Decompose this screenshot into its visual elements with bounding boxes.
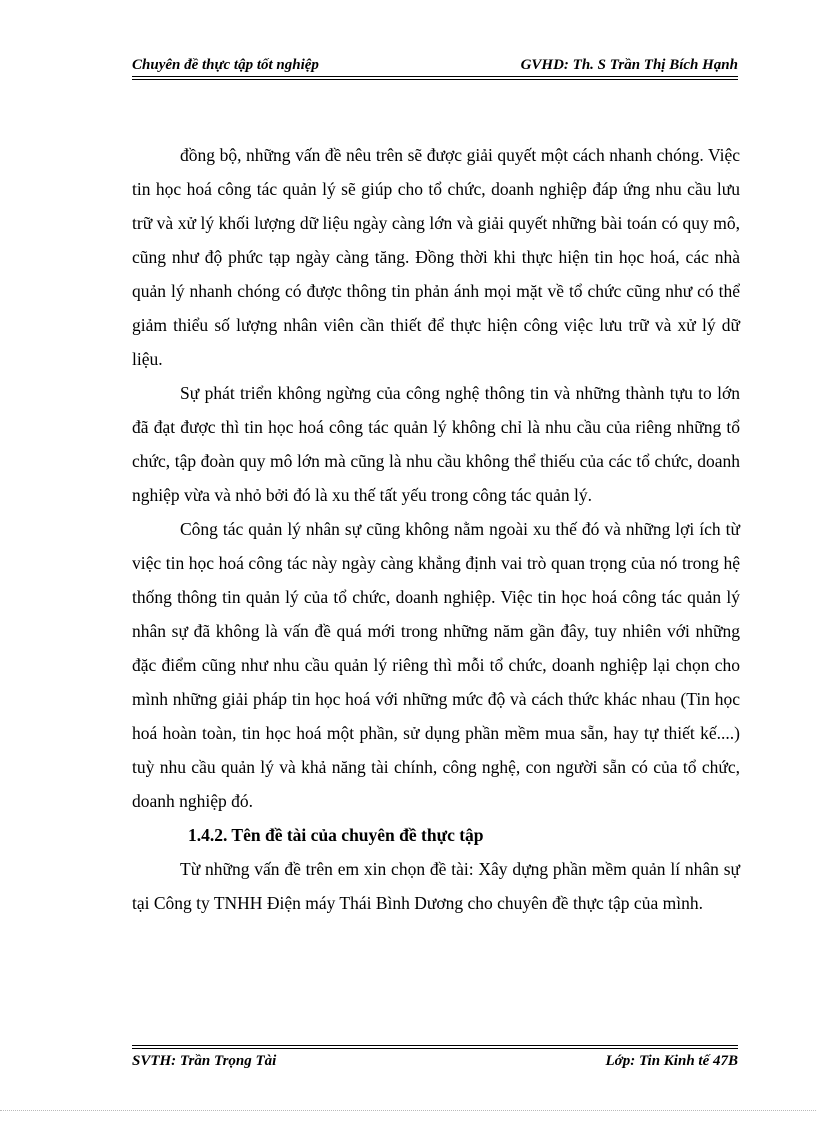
paragraph: đồng bộ, những vấn đề nêu trên sẽ được giải quyết một cách nhanh chóng. Việc tin học hoá công tác quản lý sẽ giúp cho tổ chức, doanh nghiệp đáp ứng nhu cầu lưu trữ và xử lý khối lượng dữ liệu ngày càng lớn và giải quyết những bài toán có quy mô, cũng như độ phức tạp ngày càng tăng. Đồng thời khi thực hiện tin học hoá, các nhà quản lý nhanh chóng có được thông tin phản ánh mọi mặt về tổ chức cũng như có thể giảm thiểu số lượng nhân viên cần thiết để thực hiện công việc lưu trữ và xử lý dữ liệu. [132, 145, 740, 369]
page-footer [132, 1048, 738, 1081]
page-edge-divider [0, 1110, 816, 1112]
page-header [132, 52, 738, 77]
paragraph: Công tác quản lý nhân sự cũng không nằm ngoài xu thế đó và những lợi ích từ việc tin học hoá công tác này ngày càng khẳng định vai trò quan trọng của nó trong hệ thống thông tin quản lý của tổ chức, doanh nghiệp. Việc tin học hoá công tác quản lý nhân sự đã không là vấn đề quá mới trong những năm gần đây, tuy nhiên với những đặc điểm cũng như nhu cầu quản lý riêng thì mỗi tổ chức, doanh nghiệp lại chọn cho mình những giải pháp tin học hoá với những mức độ và cách thức khác nhau (Tin học hoá hoàn toàn, tin học hoá một phần, sử dụng phần mềm mua sẵn, hay tự thiết kế....) tuỳ nhu cầu quản lý và khả năng tài chính, công nghệ, con người sẵn có của tổ chức, doanh nghiệp đó. [132, 519, 740, 811]
section-heading: 1.4.2. Tên đề tài của chuyên đề thực tập [188, 825, 484, 845]
document-body [132, 138, 740, 920]
footer-student: SVTH: Trần Trọng Tài [132, 1053, 277, 1069]
header-advisor: GVHD: Th. S Trần Thị Bích Hạnh [520, 57, 738, 73]
footer-class: Lớp: Tin Kinh tế 47B [605, 1053, 738, 1069]
header-title: Chuyên đề thực tập tốt nghiệp [132, 57, 319, 73]
paragraph: Sự phát triển không ngừng của công nghệ thông tin và những thành tựu to lớn đã đạt được thì tin học hoá công tác quản lý không chỉ là nhu cầu của riêng những tổ chức, tập đoàn quy mô lớn mà cũng là nhu cầu không thể thiếu của các tổ chức, doanh nghiệp vừa và nhỏ bởi đó là xu thế tất yếu trong công tác quản lý. [132, 383, 740, 505]
paragraph: Từ những vấn đề trên em xin chọn đề tài: Xây dựng phần mềm quản lí nhân sự tại Công ty TNHH Điện máy Thái Bình Dương cho chuyên đề thực tập của mình. [132, 859, 740, 913]
